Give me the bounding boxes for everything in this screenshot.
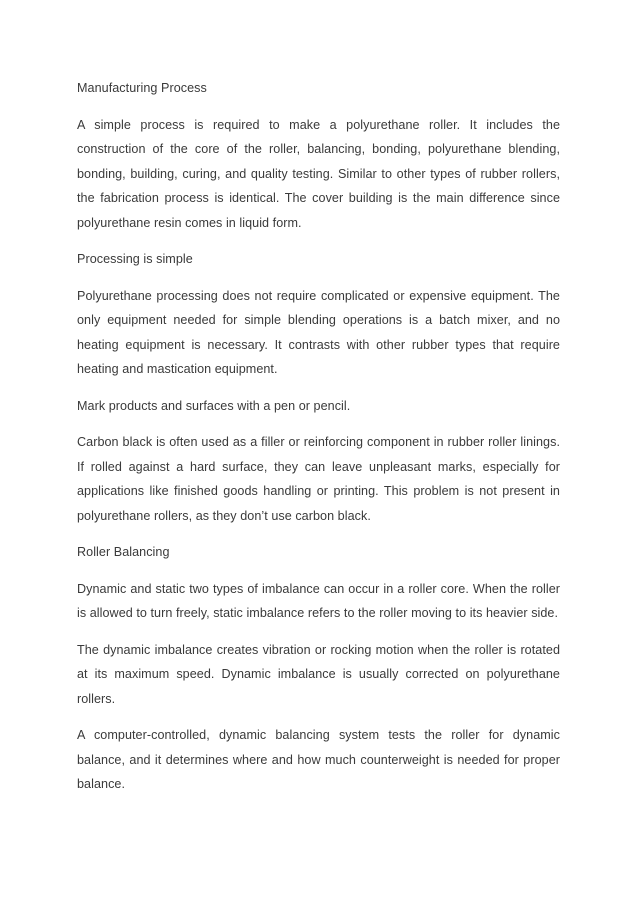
section-heading-mark-products: Mark products and surfaces with a pen or pencil.	[77, 398, 351, 413]
paragraph-manufacturing-process: A simple process is required to make a polyurethane roller. It includes the construction of the core of the roller, balancing, bonding, polyurethane blending, bonding, building, curing, and quality testing. Similar to other types of rubber rollers, the fabrication process is identical. The cover building is the main difference since polyurethane resin comes in liquid form.	[77, 117, 560, 230]
section-heading-roller-balancing: Roller Balancing	[77, 545, 170, 559]
spacer	[77, 235, 560, 247]
spacer	[77, 272, 560, 284]
paragraph-dynamic-imbalance: The dynamic imbalance creates vibration or rocking motion when the roller is rotated at its maximum speed. Dynamic imbalance is usually corrected on polyurethane rollers.	[77, 642, 560, 706]
spacer	[77, 382, 560, 394]
paragraph-carbon-black: Carbon black is often used as a filler or reinforcing component in rubber roller linings. If rolled against a hard surface, they can leave unpleasant marks, especially for applications like finished goods handling or printing. This problem is not present in polyurethane rollers, as they don’t use carbon black.	[77, 435, 560, 523]
spacer	[77, 626, 560, 638]
document-page	[77, 76, 560, 797]
paragraph-static-imbalance: Dynamic and static two types of imbalance can occur in a roller core. When the roller is allowed to turn freely, static imbalance refers to the roller moving to its heavier side.	[77, 581, 560, 620]
spacer	[77, 101, 560, 113]
section-heading-processing-is-simple: Processing is simple	[77, 252, 193, 266]
spacer	[77, 418, 560, 430]
spacer	[77, 528, 560, 540]
spacer	[77, 565, 560, 577]
section-heading-manufacturing-process: Manufacturing Process	[77, 81, 207, 95]
paragraph-processing: Polyurethane processing does not require complicated or expensive equipment. The only equipment needed for simple blending operations is a batch mixer, and no heating equipment is necessary. It contrasts with other rubber types that require heating and mastication equipment.	[77, 288, 560, 376]
paragraph-balancing-system: A computer-controlled, dynamic balancing system tests the roller for dynamic balance, and it determines where and how much counterweight is needed for proper balance.	[77, 728, 560, 791]
spacer	[77, 711, 560, 723]
